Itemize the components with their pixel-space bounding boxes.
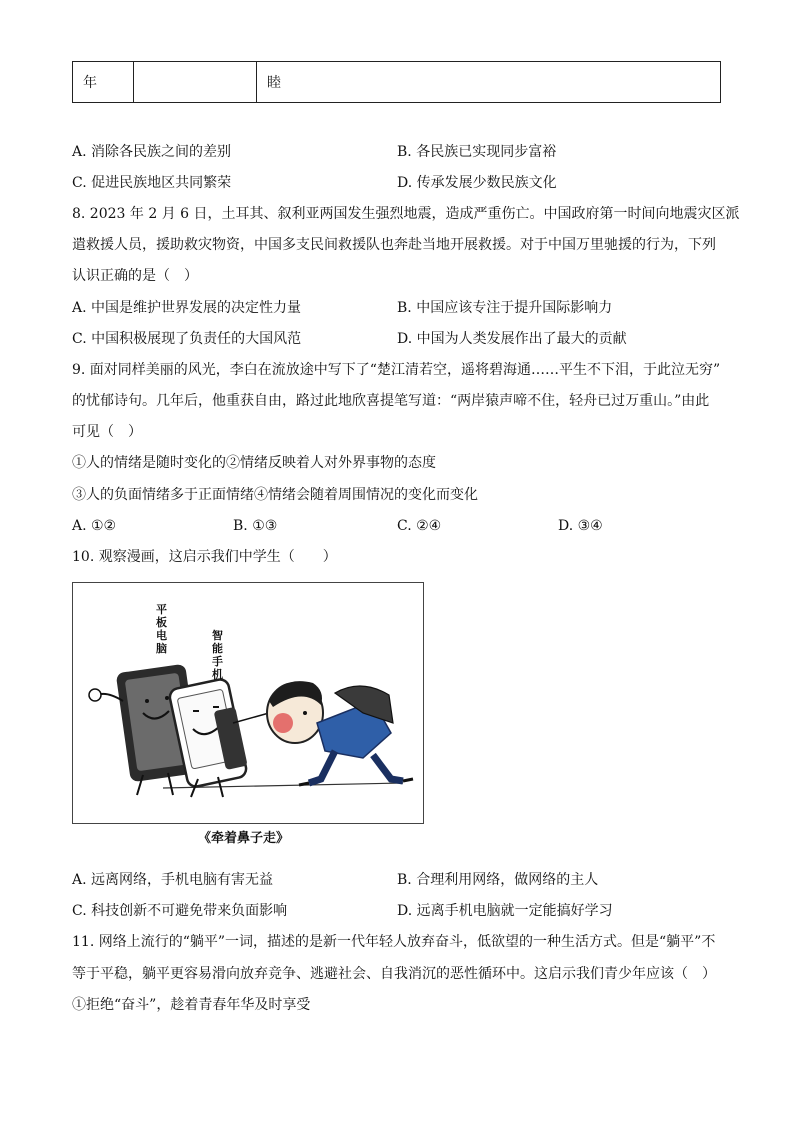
q9-option-b[interactable]: B. ①③: [233, 518, 278, 534]
q8-stem-line3: 认识正确的是（ ）: [72, 268, 198, 284]
q7-option-a[interactable]: A. 消除各民族之间的差别: [72, 144, 232, 160]
q10-stem: 10. 观察漫画，这启示我们中学生（ ）: [72, 549, 337, 565]
q10-option-d[interactable]: D. 远离手机电脑就一定能搞好学习: [397, 903, 613, 919]
q9-option-a[interactable]: A. ①②: [72, 518, 117, 534]
q8-stem-line2: 遣救援人员，援助救灾物资，中国多支民间救援队也奔赴当地开展救援。对于中国万里驰援的行为，下列: [72, 237, 716, 253]
q11-statement-1: ①拒绝“奋斗”，趁着青春年华及时享受: [72, 997, 311, 1013]
table-cell-year: 年: [73, 62, 134, 103]
q9-statement-1-2: ①人的情绪是随时变化的②情绪反映着人对外界事物的态度: [72, 455, 436, 471]
q10-option-c[interactable]: C. 科技创新不可避免带来负面影响: [72, 903, 288, 919]
q11-stem-line2: 等于平稳，躺平更容易滑向放弃竞争、逃避社会、自我消沉的恶性循环中。这启示我们青少年应该（ ）: [72, 966, 716, 982]
table-cell-mu: 睦: [257, 62, 721, 103]
q9-stem-line1: 9. 面对同样美丽的风光，李白在流放途中写下了“楚江清若空，遥将碧海通……平生不下泪，于此泣无穷”: [72, 362, 721, 378]
q10-option-a[interactable]: A. 远离网络，手机电脑有害无益: [72, 872, 274, 888]
answer-table: [72, 61, 721, 103]
q9-statement-3-4: ③人的负面情绪多于正面情绪④情绪会随着周围情况的变化而变化: [72, 487, 478, 503]
q8-option-a[interactable]: A. 中国是维护世界发展的决定性力量: [72, 300, 302, 316]
q7-option-b[interactable]: B. 各民族已实现同步富裕: [397, 144, 557, 160]
q9-stem-line2: 的忧郁诗句。几年后，他重获自由，路过此地欣喜提笔写道：“两岸猿声啼不住，轻舟已过万重山。”由此: [72, 393, 710, 409]
q9-option-c[interactable]: C. ②④: [397, 518, 442, 534]
q7-option-c[interactable]: C. 促进民族地区共同繁荣: [72, 175, 232, 191]
comic-drawing: [73, 583, 423, 823]
q10-option-b[interactable]: B. 合理利用网络，做网络的主人: [397, 872, 599, 888]
comic-label-phone: 智能手机: [212, 629, 223, 681]
comic-label-tablet: 平板电脑: [156, 603, 167, 655]
q8-option-b[interactable]: B. 中国应该专注于提升国际影响力: [397, 300, 613, 316]
phone-figure: [168, 678, 269, 797]
table-cell-blank: [134, 62, 257, 103]
q9-option-d[interactable]: D. ③④: [558, 518, 603, 534]
comic-illustration: [72, 582, 424, 824]
q7-option-d[interactable]: D. 传承发展少数民族文化: [397, 175, 557, 191]
q8-stem-line1: 8. 2023 年 2 月 6 日，土耳其、叙利亚两国发生强烈地震，造成严重伤亡。中国政府第一时间向地震灾区派: [72, 206, 740, 222]
q11-stem-line1: 11. 网络上流行的“躺平”一词，描述的是新一代年轻人放弃奋斗，低欲望的一种生活方式。但是“躺平”不: [72, 934, 716, 950]
student-figure: [267, 681, 413, 785]
q8-option-c[interactable]: C. 中国积极展现了负责任的大国风范: [72, 331, 302, 347]
comic-caption: 《牵着鼻子走》: [198, 831, 290, 846]
q9-stem-line3: 可见（ ）: [72, 424, 142, 440]
q8-option-d[interactable]: D. 中国为人类发展作出了最大的贡献: [397, 331, 627, 347]
